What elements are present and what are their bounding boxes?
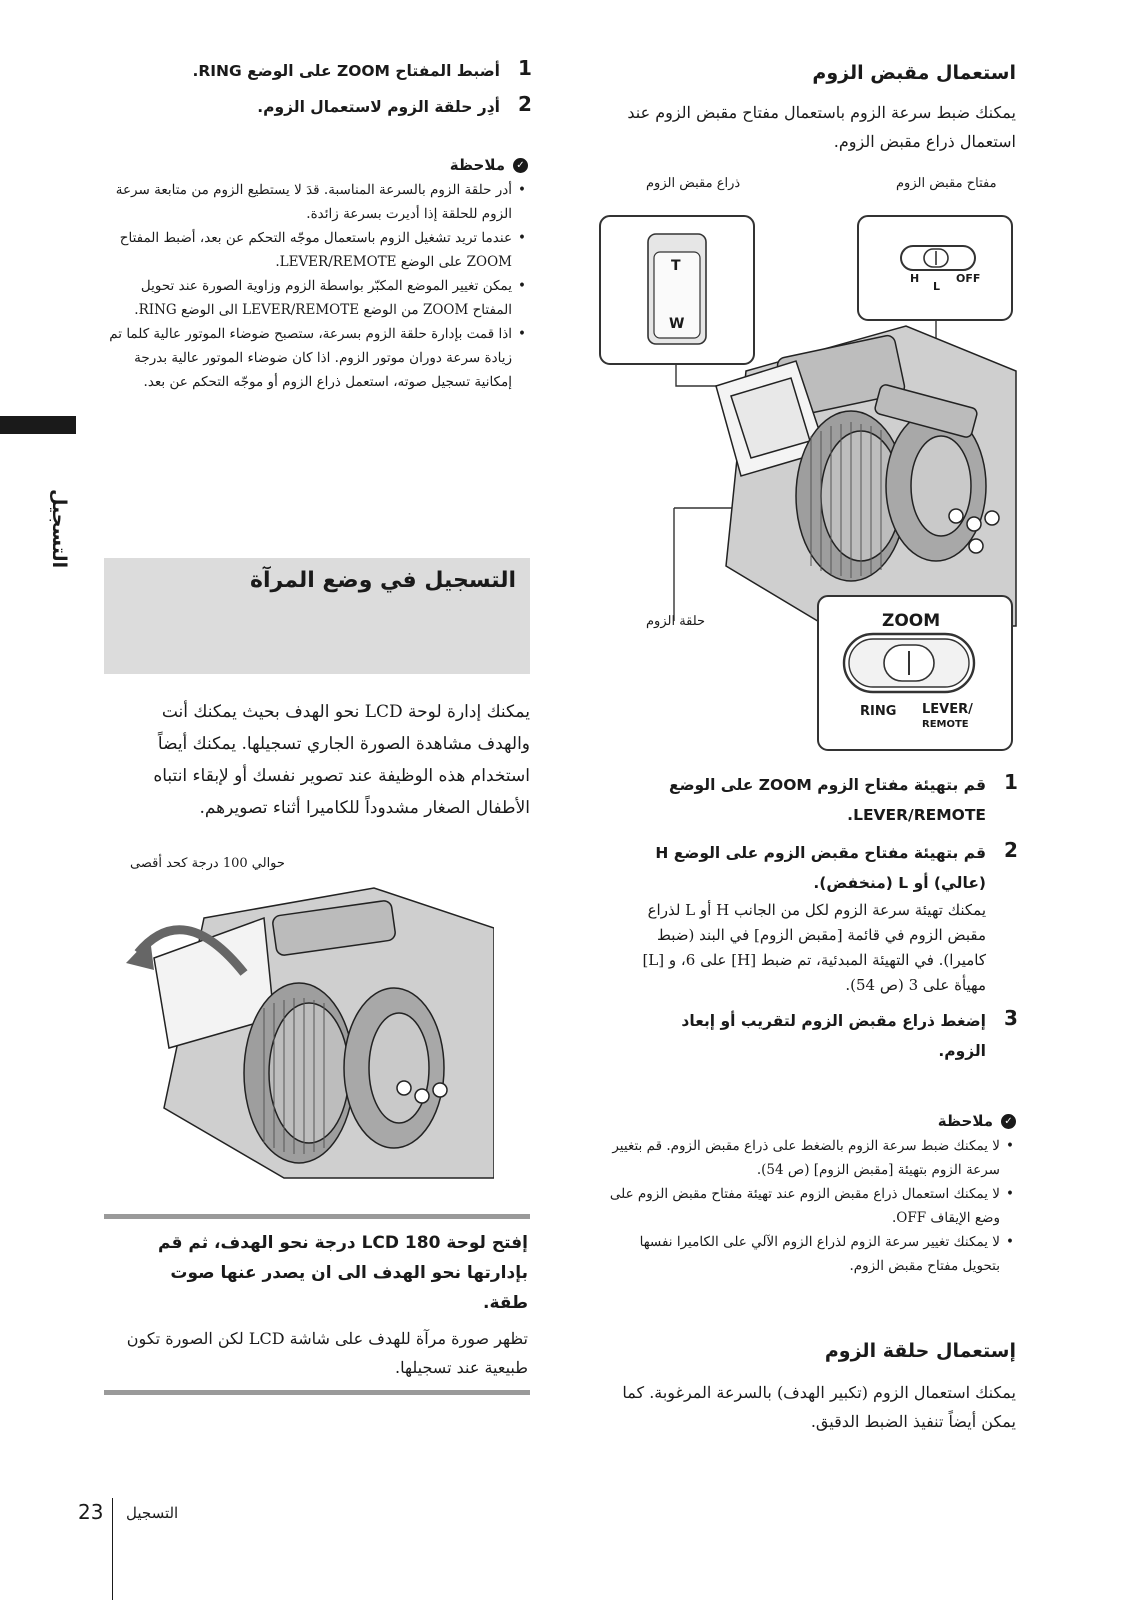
note-title: ملاحظة [937,1112,993,1130]
note-list [108,178,528,394]
step-item [108,92,536,122]
lever-W-label: W [669,316,685,332]
section1-intro: يمكنك ضبط سرعة الزوم باستعمال مفتاح مقبض الزوم عند استعمال ذراع مقبض الزوم. [627,103,1016,151]
camcorder-mirror-figure [124,878,494,1180]
section2-title: إستعمال حلقة الزوم [824,1340,1016,1362]
zoom-box-title: ZOOM [882,611,941,631]
mirror-step-bold: إفتح لوحة LCD 180 درجة نحو الهدف، ثم قم بإدارتها نحو الهدف الى ان يصدر عنها صوت طقة. [157,1233,528,1313]
divider-top [104,1214,530,1219]
step-number: 1 [1004,770,1018,794]
step-number: 2 [518,92,532,116]
switch-L-label: L [933,280,941,293]
list-item: • عندما تريد تشغيل الزوم باستعمال موجّه التحكم عن بعد، أضبط المفتاح ZOOM على الوضع LEVER/REMOTE. [108,226,512,274]
zoom-box-lever: LEVER/ [922,702,973,717]
zoom-box-ring: RING [860,704,897,719]
mirror-step-text: تظهر صورة مرآة للهدف على شاشة LCD لكن الصورة تكون طبيعية عند تسجيلها. [126,1329,528,1377]
mirror-intro: يمكنك إدارة لوحة LCD نحو الهدف بحيث يمكنك أنت والهدف مشاهدة الصورة الجاري تسجيلها. يمكنك أيضاً استخدام هذه الوظيفة عند تصوير نفسك أو لإبقاء انتباه الأطفال الصغار مشدوداً للكاميرا أثناء تصويرهم. [153,702,530,818]
lever-T-label: T [671,258,681,274]
section1-title: استعمال مقبض الزوم [812,62,1016,84]
switch-H-label: H [910,272,920,285]
step-number: 3 [1004,1006,1018,1030]
step-item [630,1006,1022,1066]
mirror-title: التسجيل في وضع المرآة [249,568,516,593]
step-text: قم بتهيئة مفتاح الزوم ZOOM على الوضع LEVER/REMOTE. [668,776,986,824]
left-note [108,156,528,394]
zoom-box-remote: REMOTE [922,719,969,730]
note-heading [600,1112,1016,1130]
side-tab-label: التسجيل [48,488,70,568]
step-text: قم بتهيئة مفتاح مقبض الزوم على الوضع H (عالي) أو L (منخفض). [655,844,986,892]
list-item: • لا يمكنك ضبط سرعة الزوم بالضغط على ذراع مقبض الزوم. قم بتغيير سرعة الزوم بتهيئة [مقبض الزوم] (ص 54). [600,1134,1000,1182]
note-list [600,1134,1016,1278]
step-number: 2 [1004,838,1018,862]
note-heading [108,156,528,174]
right-note [600,1112,1016,1278]
list-item: • لا يمكنك تغيير سرعة الزوم لذراع الزوم الآلي على الكاميرا نفسها بتحويل مفتاح مقبض الزوم. [600,1230,1000,1278]
note-title: ملاحظة [449,156,505,174]
note-icon: ✓ [513,158,528,173]
step-subtext: يمكنك تهيئة سرعة الزوم لكل من الجانب H أو L لذراع مقبض الزوم في قائمة [مقبض الزوم] في البند (ضبط كاميرا). في التهيئة المبدئية، تم ضبط [H] على 6، و [L] مهيأة على 3 (ص 54). [642,901,986,994]
step-item [630,838,1022,998]
list-item: • لا يمكنك استعمال ذراع مقبض الزوم عند تهيئة مفتاح مقبض الزوم على وضع الإيقاف OFF. [600,1182,1000,1230]
mirror-fig-label: حوالي 100 درجة كحد أقصى [130,856,285,871]
right-steps [630,770,1022,1066]
step-text: إضغط ذراع مقبض الزوم لتقريب أو إبعاد الزوم. [681,1012,986,1060]
side-tab-bar [0,416,76,434]
footer-divider [112,1498,113,1600]
label-zoom-grip-switch: مفتاح مقبض الزوم [896,176,997,191]
footer-section: التسجيل [126,1504,179,1522]
list-item: • اذا قمت بإدارة حلقة الزوم بسرعة، ستصبح ضوضاء الموتور عالية كلما تم زيادة سرعة دوران موتور الزوم. اذا كان ضوضاء الموتور عالية بدرجة إمكانية تسجيل صوته، استعمل ذراع الزوم أو موجّه التحكم عن بعد. [108,322,512,394]
left-steps [108,56,536,122]
step-number: 1 [518,56,532,80]
step-item [108,56,536,86]
step-text: أضبط المفتاح ZOOM على الوضع RING. [192,62,500,80]
section2-intro: يمكنك استعمال الزوم (تكبير الهدف) بالسرعة المرغوبة. كما يمكن أيضاً تنفيذ الضبط الدقيق. [622,1383,1016,1431]
page-number: 23 [78,1500,104,1524]
list-item: • يمكن تغيير الموضع المكبّر بواسطة الزوم وزاوية الصورة عند تحويل المفتاح ZOOM من الوضع LEVER/REMOTE الى الوضع RING. [108,274,512,322]
step-item [630,770,1022,830]
divider-bottom [104,1390,530,1395]
list-item: • أدر حلقة الزوم بالسرعة المناسبة. قدَ لا يستطيع الزوم من متابعة سرعة الزوم للحلقة إذا أديرت بسرعة زائدة. [108,178,512,226]
step-text: أدِر حلقة الزوم لاستعمال الزوم. [257,98,500,116]
label-zoom-grip-lever: ذراع مقبض الزوم [646,176,741,191]
switch-OFF-label: OFF [956,272,981,285]
label-zoom-ring: حلقة الزوم [646,614,706,629]
note-icon: ✓ [1001,1114,1016,1129]
